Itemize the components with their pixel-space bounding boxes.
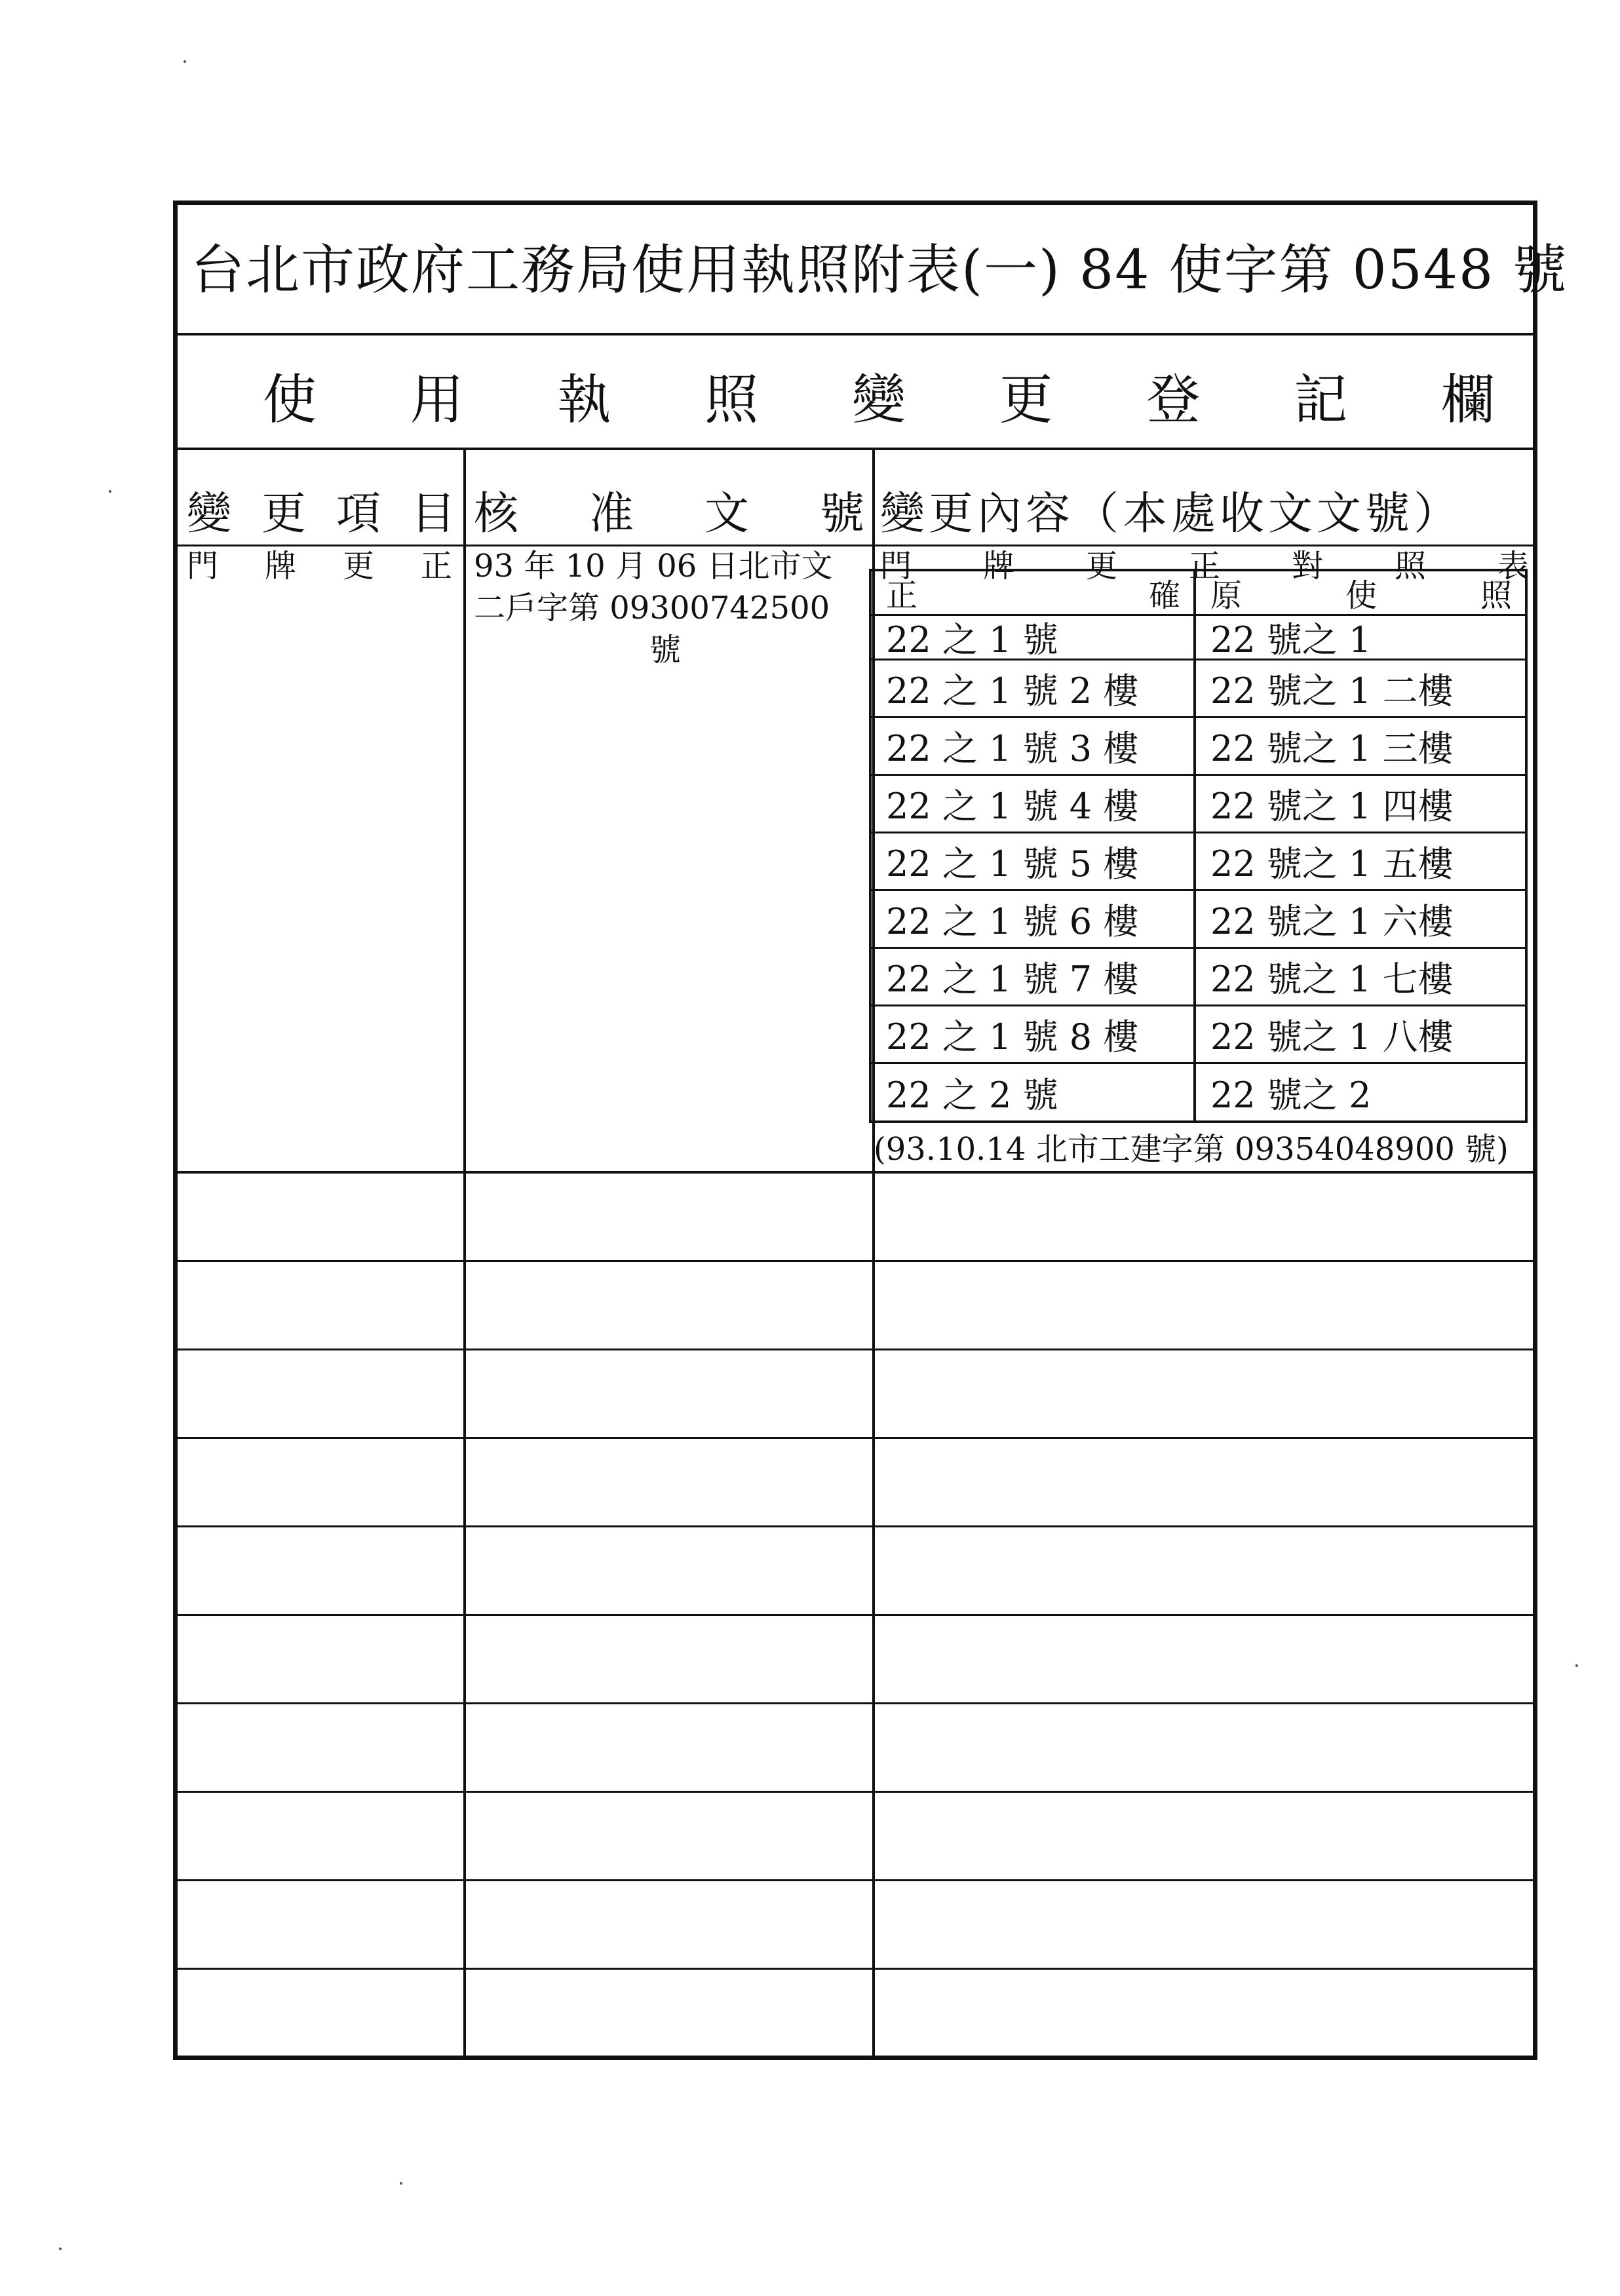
content-title-char: 表 <box>1497 548 1529 584</box>
header-item <box>187 474 455 546</box>
form-title: 台北市政府工務局使用執照附表(一) 84 使字第 0548 號 <box>191 239 1568 301</box>
comparison-row <box>872 776 1525 833</box>
empty-row-line <box>178 1791 1533 1793</box>
header-content <box>880 474 1529 546</box>
comparison-row <box>872 891 1525 949</box>
section-title-char: 登 <box>1146 368 1201 431</box>
header-char: 變 <box>187 488 232 540</box>
comparison-row <box>872 949 1525 1006</box>
section-title-char: 照 <box>704 368 759 431</box>
section-title-char: 使 <box>263 368 317 431</box>
correct-address: 22 之 1 號 <box>872 616 1196 659</box>
empty-row-line <box>178 1525 1533 1527</box>
correct-address: 22 之 1 號 5 樓 <box>872 833 1196 889</box>
correct-address: 22 之 1 號 6 樓 <box>872 891 1196 947</box>
empty-row-line <box>178 1614 1533 1616</box>
header-char: 更 <box>261 488 306 540</box>
header-char: 原 <box>1210 577 1243 614</box>
entry-item-char: 牌 <box>264 548 296 584</box>
divider <box>178 333 1533 335</box>
header-char: 號 <box>819 488 864 540</box>
entry-item <box>187 546 452 586</box>
original-address: 22 號之 1 八樓 <box>1210 1016 1454 1058</box>
original-address: 22 號之 1 五樓 <box>1210 843 1454 885</box>
approval-line-1: 93 年 10 月 06 日北市文 <box>474 548 833 584</box>
scan-speck <box>1575 1664 1578 1667</box>
correct-address: 22 之 1 號 8 樓 <box>872 1006 1196 1062</box>
empty-row-line <box>178 1968 1533 1970</box>
header-char: 目 <box>410 488 455 540</box>
approval-line-3: 號 <box>649 632 682 668</box>
column-divider <box>463 448 466 2056</box>
license-change-form <box>173 201 1568 2060</box>
header-char: 照 <box>1480 577 1512 614</box>
scan-speck <box>183 60 186 63</box>
header-char: 正 <box>886 577 918 614</box>
content-footnote: (93.10.14 北市工建字第 09354048900 號) <box>874 1131 1509 1168</box>
entry-item-char: 更 <box>342 548 374 584</box>
header-char: 確 <box>1148 577 1180 614</box>
content-title-char: 對 <box>1291 548 1323 584</box>
correct-address: 22 之 1 號 3 樓 <box>872 718 1196 774</box>
comparison-row <box>872 1006 1525 1064</box>
content-title-char: 照 <box>1394 548 1426 584</box>
header-char: 文 <box>704 488 749 540</box>
header-char: 項 <box>336 488 381 540</box>
original-address: 22 號之 1 二樓 <box>1210 670 1454 712</box>
empty-row-line <box>178 1349 1533 1350</box>
section-title-char: 執 <box>557 368 611 431</box>
section-title <box>263 356 1495 434</box>
divider <box>178 448 1533 450</box>
correct-header <box>872 571 1196 614</box>
comparison-row <box>872 718 1525 776</box>
header-char: 使 <box>1345 577 1377 614</box>
original-address: 22 號之 1 四樓 <box>1210 786 1454 827</box>
comparison-row <box>872 1064 1525 1120</box>
entry-item-char: 門 <box>187 548 219 584</box>
correct-address: 22 之 1 號 4 樓 <box>872 776 1196 832</box>
correct-address: 22 之 2 號 <box>872 1064 1196 1120</box>
content-title-char: 正 <box>1188 548 1220 584</box>
empty-row-line <box>178 1260 1533 1262</box>
header-approval <box>474 474 864 546</box>
section-title-char: 記 <box>1294 368 1348 431</box>
comparison-row <box>872 833 1525 891</box>
content-title-char: 門 <box>880 548 912 584</box>
empty-row-line <box>178 1702 1533 1704</box>
scan-speck <box>109 490 111 493</box>
correct-address: 22 之 1 號 7 樓 <box>872 949 1196 1004</box>
header-content-text: 變更內容（本處收文文號） <box>880 488 1463 540</box>
correct-address: 22 之 1 號 2 樓 <box>872 660 1196 716</box>
section-title-char: 欄 <box>1440 368 1495 431</box>
original-address: 22 號之 1 七樓 <box>1210 959 1454 1000</box>
empty-row-line <box>178 1437 1533 1439</box>
original-header <box>1196 571 1525 614</box>
approval-line-2: 二戶字第 09300742500 <box>474 590 830 626</box>
comparison-row <box>872 616 1525 660</box>
section-title-char: 用 <box>410 368 464 431</box>
empty-row-line <box>178 1879 1533 1881</box>
original-address: 22 號之 2 <box>1210 1074 1372 1116</box>
comparison-row <box>872 660 1525 718</box>
content-title-char: 更 <box>1085 548 1117 584</box>
content-title-char: 牌 <box>982 548 1014 584</box>
entry-item-char: 正 <box>420 548 452 584</box>
original-address: 22 號之 1 六樓 <box>1210 901 1454 942</box>
section-title-char: 更 <box>999 368 1053 431</box>
scan-speck <box>400 2182 402 2185</box>
original-address: 22 號之 1 三樓 <box>1210 728 1454 769</box>
section-title-char: 變 <box>851 368 906 431</box>
original-address: 22 號之 1 <box>1210 619 1372 660</box>
address-comparison-table <box>869 569 1528 1123</box>
comparison-header-row <box>872 571 1525 616</box>
header-char: 准 <box>588 488 634 540</box>
divider <box>178 1171 1533 1174</box>
header-char: 核 <box>474 488 519 540</box>
scan-speck <box>59 2248 62 2250</box>
